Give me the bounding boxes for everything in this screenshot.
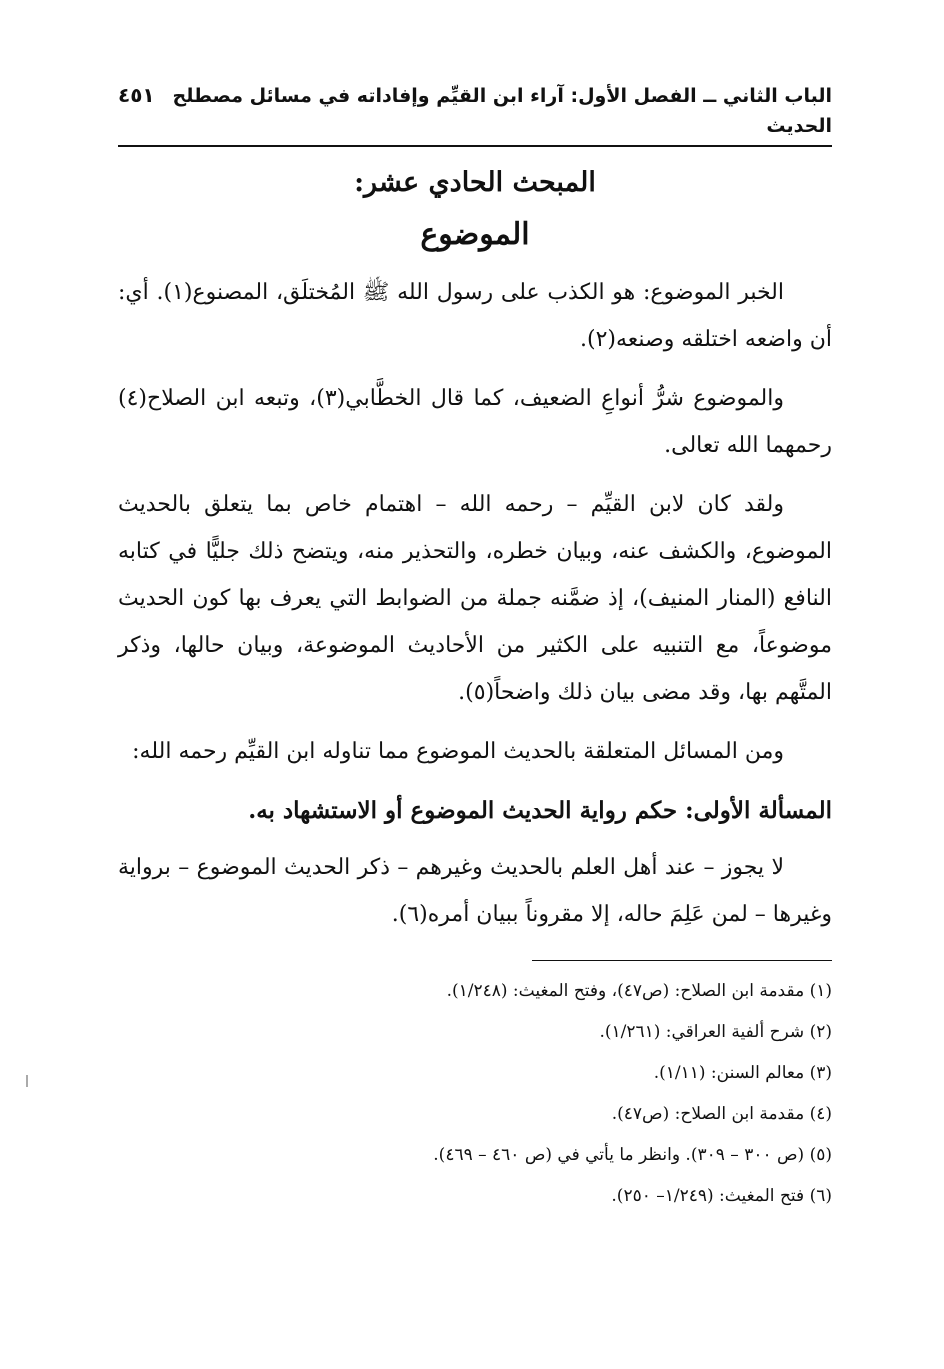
paragraph-issues-intro: ومن المسائل المتعلقة بالحديث الموضوع مما تناوله ابن القيِّم رحمه الله:: [132, 739, 784, 764]
footnote-3: (٣) معالم السنن: (١/١١).: [653, 1063, 832, 1083]
footnotes-list: [118, 971, 832, 1217]
book-page: [118, 80, 832, 1217]
footnote-separator: [532, 960, 832, 961]
running-head-title: الباب الثاني ــ الفصل الأول: آراء ابن القيِّم وإفاداته في مسائل مصطلح الحديث: [172, 85, 832, 137]
footnote-4: (٤) مقدمة ابن الصلاح: (ص٤٧).: [611, 1104, 832, 1124]
footnote-2: (٢) شرح ألفية العراقي: (١/٢٦١).: [599, 1022, 832, 1042]
footnote-1: (١) مقدمة ابن الصلاح: (ص٤٧)، وفتح المغيث: (١/٢٤٨).: [446, 981, 832, 1001]
section-heading: المبحث الحادي عشر:: [354, 167, 596, 198]
scan-margin-mark: [26, 1075, 28, 1087]
section-title: الموضوع: [420, 217, 530, 252]
paragraph-definition: الخبر الموضوع: هو الكذب على رسول الله ﷺ المُختلَق، المصنوع(١). أي: أن واضعه اختلقه وصنعه(٢).: [118, 280, 832, 352]
page-number: ٤٥١: [118, 83, 155, 107]
running-head: [118, 80, 832, 147]
question-heading: المسألة الأولى: حكم رواية الحديث الموضوع أو الاستشهاد به.: [248, 797, 832, 824]
paragraph-ruling: لا يجوز – عند أهل العلم بالحديث وغيرهم – ذكر الحديث الموضوع – برواية وغيرها – لمن عَلِمَ حاله، إلا مقروناً ببيان أمره(٦).: [118, 855, 832, 927]
paragraph-ibn-qayyim-interest: ولقد كان لابن القيِّم – رحمه الله – اهتمام خاص بما يتعلق بالحديث الموضوع، والكشف عنه، وبيان خطره، والتحذير منه، ويتضح ذلك جليًّا في كتابه النافع (المنار المنيف)، إذ ضمَّنه جملة من الضوابط التي يعرف بها كون الحديث موضوعاً، مع التنبيه على الكثير من الأحاديث الموضوعة، وبيان حالها، وذكر المتَّهم بها، وقد مضى بيان ذلك واضحاً(٥).: [118, 492, 832, 705]
footnote-6: (٦) فتح المغيث: (١/٢٤٩– ٢٥٠).: [611, 1186, 832, 1206]
footnote-5: (٥) (ص ٣٠٠ – ٣٠٩). وانظر ما يأتي في (ص ٤٦٠ – ٤٦٩).: [433, 1145, 832, 1165]
paragraph-worst-type: والموضوع شرُّ أنواعِ الضعيف، كما قال الخطَّابي(٣)، وتبعه ابن الصلاح(٤) رحمهما الله تعالى.: [118, 386, 832, 458]
